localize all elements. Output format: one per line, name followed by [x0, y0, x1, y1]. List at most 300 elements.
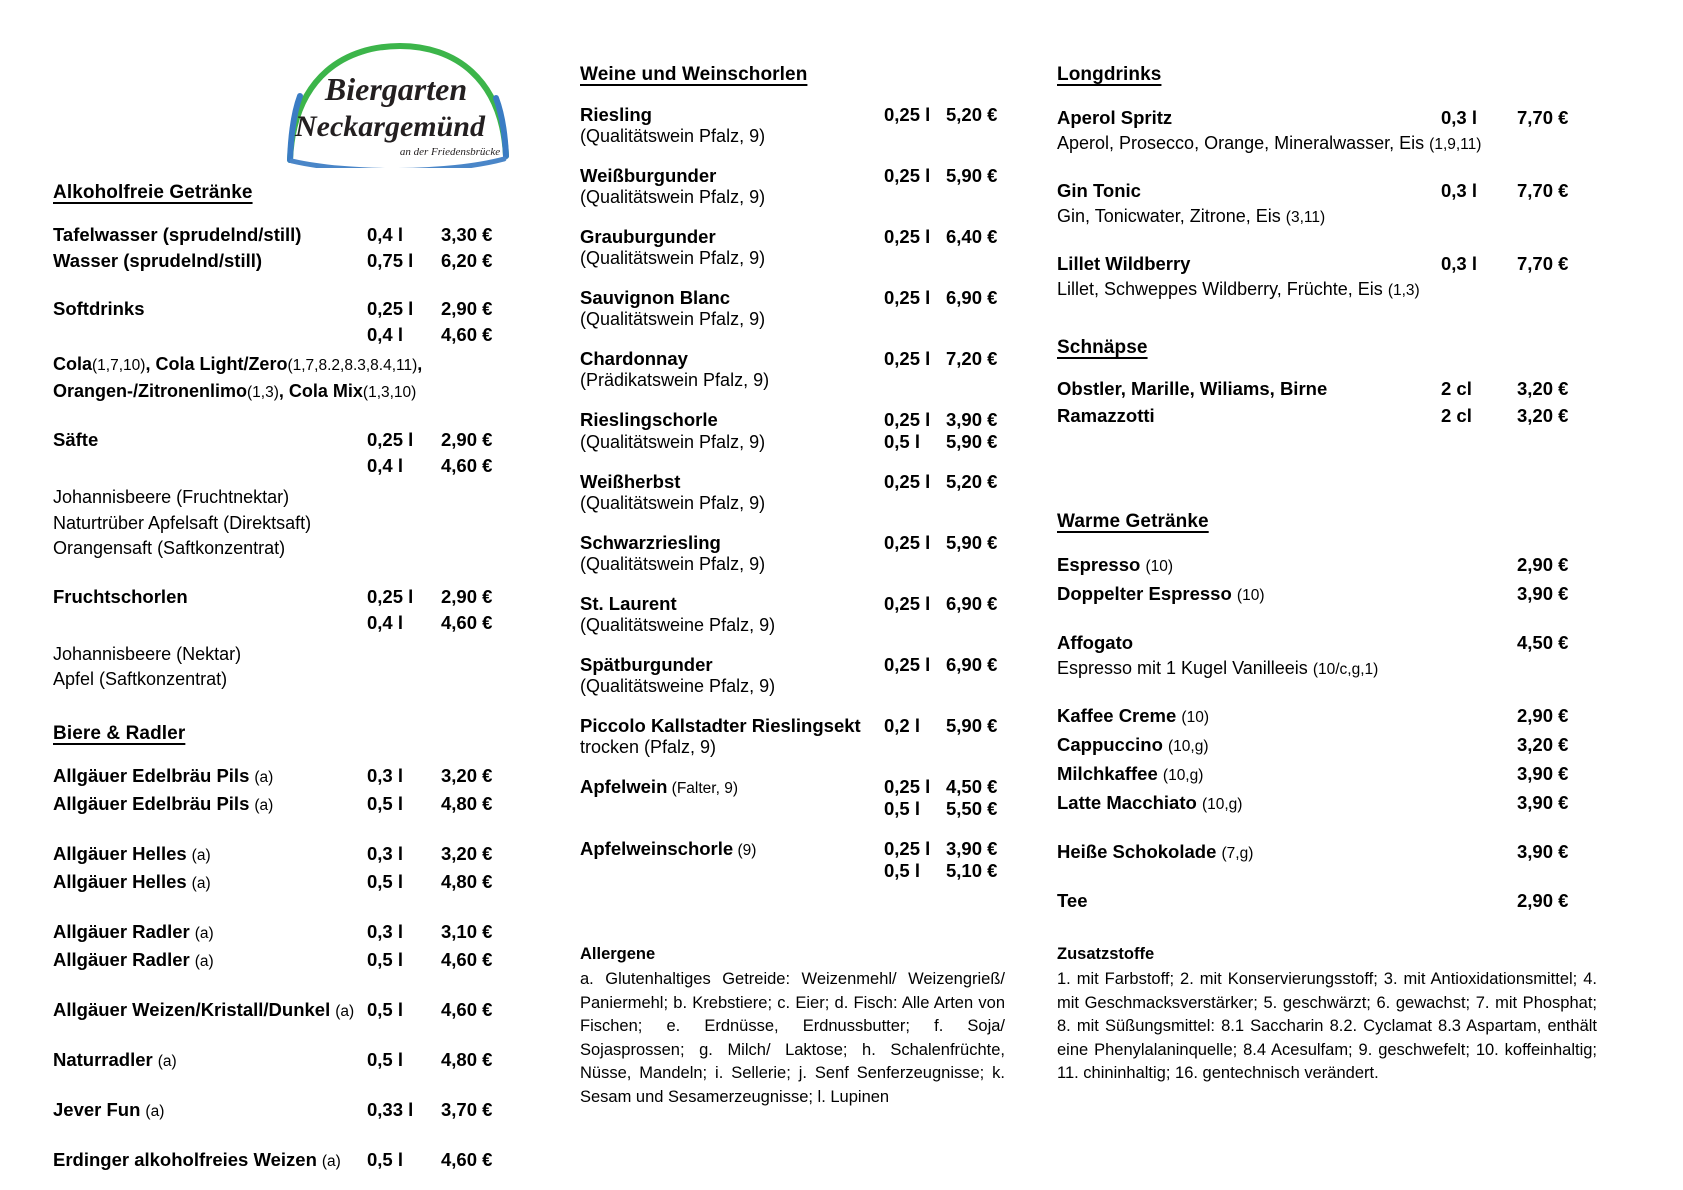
- apfelwein-entry: [580, 776, 1020, 820]
- menu-subrow: [580, 370, 1020, 391]
- ingredients-ref: (1,9,11): [1429, 136, 1482, 153]
- item-name: Naturradler: [53, 1048, 153, 1070]
- item-volume: 0,2 l: [884, 715, 920, 736]
- item-price: 3,20 €: [441, 842, 493, 864]
- item-price: 2,90 €: [1517, 554, 1569, 575]
- apfelweinschorle-entry: [580, 838, 1020, 882]
- item-origin: (Qualitätswein Pfalz, 9): [580, 493, 766, 513]
- item-name: Tafelwasser (sprudelnd/still): [53, 224, 302, 245]
- heading-alkoholfreie-getraenke: Alkoholfreie Getränke: [53, 182, 253, 203]
- menu-row: [53, 919, 523, 947]
- item-origin-ref: (Falter, 9): [667, 780, 739, 797]
- item-volume: 0,3 l: [367, 842, 403, 864]
- item-price: 4,80 €: [441, 1048, 493, 1070]
- line-end: ,: [417, 354, 423, 374]
- group-water: [53, 222, 523, 274]
- logo-line3: an der Friedensbrücke: [399, 146, 501, 158]
- item-volume: 0,25 l: [884, 226, 931, 247]
- group-hot-chocolate: [1057, 838, 1597, 867]
- wine-entry: [580, 104, 1020, 147]
- item-price: 5,20 €: [946, 471, 998, 492]
- item-price: 3,30 €: [441, 224, 493, 245]
- item-price: 4,50 €: [946, 776, 998, 797]
- item-name: Ramazzotti: [1057, 405, 1155, 426]
- item-allergen-ref: (a): [191, 874, 211, 892]
- item-volume: 0,5 l: [367, 948, 403, 970]
- item-price: 3,90 €: [1517, 792, 1569, 813]
- restaurant-logo: [278, 38, 518, 168]
- item-name: Jever Fun: [53, 1098, 141, 1120]
- item-origin: trocken (Pfalz, 9): [580, 737, 717, 757]
- item-name-text: Cappuccino: [1057, 734, 1163, 755]
- item-allergen-ref: (a): [194, 924, 214, 942]
- item-name: Lillet Wildberry: [1057, 253, 1191, 274]
- menu-row: [1057, 760, 1597, 789]
- menu-row: [53, 869, 523, 897]
- menu-row: [53, 248, 523, 274]
- menu-row: [580, 348, 1020, 370]
- item-name: Tee: [1057, 890, 1088, 911]
- item-volume: 0,5 l: [367, 792, 403, 814]
- item-volume: 0,25 l: [884, 287, 931, 308]
- menu-row: [1057, 104, 1597, 131]
- item-name: Chardonnay: [580, 348, 688, 369]
- item-name: Obstler, Marille, Wiliams, Birne: [1057, 378, 1328, 399]
- item-origin: (Qualitätsweine Pfalz, 9): [580, 676, 776, 696]
- menu-row: [53, 1147, 523, 1175]
- item-name-text: Heiße Schokolade: [1057, 841, 1217, 862]
- group-coffee: [1057, 702, 1597, 818]
- item-allergen-ref: (a): [254, 796, 274, 814]
- item-allergen-ref: (a): [321, 1152, 341, 1170]
- wine-entry: [580, 715, 1020, 758]
- variety-limo-ref: (1,3): [247, 383, 279, 401]
- item-price: 7,20 €: [946, 348, 998, 369]
- item-price: 4,60 €: [441, 1148, 493, 1170]
- menu-subrow: [580, 309, 1020, 330]
- item-volume: 0,25 l: [367, 429, 414, 450]
- group-fruchtschorlen: [53, 584, 523, 693]
- menu-subrow: [580, 860, 1020, 882]
- menu-row: [580, 838, 1020, 860]
- menu-subrow: [580, 737, 1020, 758]
- menu-subrow: [580, 554, 1020, 575]
- menu-row: [580, 165, 1020, 187]
- item-volume: 0,4 l: [367, 611, 403, 633]
- menu-row: [53, 997, 523, 1025]
- menu-row: [53, 841, 523, 869]
- item-volume: 2 cl: [1441, 405, 1472, 426]
- item-volume: 0,25 l: [884, 409, 931, 430]
- variety-cola-light-zero: Cola Light/Zero: [155, 354, 288, 374]
- item-name: [580, 776, 884, 798]
- item-price: 2,90 €: [441, 429, 493, 450]
- item-price: 7,70 €: [1517, 107, 1569, 128]
- menu-row: [1057, 580, 1597, 609]
- item-additive-ref: (10): [1145, 558, 1174, 575]
- menu-row: [580, 287, 1020, 309]
- item-name-text: Apfelweinschorle: [580, 838, 734, 859]
- item-price: 4,80 €: [441, 792, 493, 814]
- item-volume: 0,5 l: [367, 1048, 403, 1070]
- item-name: [1057, 789, 1517, 818]
- menu-row: [580, 715, 1020, 737]
- ingredients-ref: (1,3): [1387, 282, 1420, 299]
- item-ingredients: [1057, 131, 1597, 157]
- item-volume: 0,25 l: [884, 838, 931, 859]
- menu-row: [53, 584, 523, 610]
- heading-longdrinks: Longdrinks: [1057, 64, 1162, 85]
- item-name-text: Latte Macchiato: [1057, 792, 1197, 813]
- schorle-variety: Johannisbeere (Nektar): [53, 643, 242, 664]
- separator: ,: [145, 354, 156, 374]
- menu-row: [1057, 551, 1597, 580]
- wine-entry: [580, 165, 1020, 208]
- item-name: Erdinger alkoholfreies Weizen: [53, 1148, 317, 1170]
- item-price: 3,90 €: [946, 838, 998, 859]
- item-volume: 0,25 l: [884, 104, 931, 125]
- item-name: Sauvignon Blanc: [580, 287, 731, 308]
- allergene-body: a. Glutenhaltiges Getreide: Weizenmehl/ Weizengrieß/ Paniermehl; b. Krebstiere; c. Eier; d. Fisch: Alle Arten von Fischen; e. Erdnüsse, Erdnussbutter; f. Soja/ Sojasprossen; g. Milch/ Laktose; h. Schalenfrüchte, Nüsse, Mandeln; i. Sellerie; j. Senf Senferzeugnisse; k. Sesam und Sesamerzeugnisse; l. Lupinen: [580, 970, 1005, 1106]
- item-additive-ref: (10,g): [1162, 767, 1204, 784]
- item-name: Piccolo Kallstadter Rieslingsekt: [580, 715, 861, 736]
- softdrinks-varieties-line2: [53, 379, 523, 406]
- item-price: 4,60 €: [441, 611, 493, 633]
- menu-row: [53, 453, 523, 479]
- item-name-text: Kaffee Creme: [1057, 705, 1177, 726]
- item-name: Allgäuer Weizen/Kristall/Dunkel: [53, 998, 331, 1020]
- item-volume: 0,25 l: [884, 532, 931, 553]
- column-longdrinks-warm: [1057, 64, 1597, 934]
- item-origin: (Qualitätswein Pfalz, 9): [580, 554, 766, 574]
- affogato-entry: [1057, 629, 1597, 682]
- item-ingredients: [1057, 656, 1597, 682]
- item-allergen-ref: (a): [191, 846, 211, 864]
- item-volume: 0,3 l: [367, 764, 403, 786]
- item-allergen-ref: (a): [194, 952, 214, 970]
- item-name: Allgäuer Radler: [53, 920, 190, 942]
- item-name: Fruchtschorlen: [53, 585, 188, 607]
- separator: ,: [278, 380, 289, 401]
- item-name-text: Espresso: [1057, 554, 1141, 575]
- zusatzstoffe-body: 1. mit Farbstoff; 2. mit Konservierungsstoff; 3. mit Antioxidationsmittel; 4. mit Geschmacksverstärker; 5. geschwärzt; 6. gewachst; 7. mit Phosphat; 8. mit Süßungsmittel: 8.1 Saccharin 8.2. Cyclamat 8.3 Aspartam, enthält eine Phenylalaninquelle; 8.4 Acesulfam; 9. geschwefelt; 10. koffeinhaltig; 11. chininhaltig; 16. gentechnisch verändert.: [1057, 970, 1597, 1082]
- menu-row: [580, 226, 1020, 248]
- item-origin: (Qualitätswein Pfalz, 9): [580, 126, 766, 146]
- item-price: 5,90 €: [946, 715, 998, 736]
- item-name: [1057, 551, 1517, 580]
- menu-row: [53, 610, 523, 636]
- menu-row: [53, 947, 523, 975]
- item-allergen-ref: (a): [335, 1002, 355, 1020]
- item-price: 6,90 €: [946, 287, 998, 308]
- item-name: [580, 838, 884, 860]
- softdrinks-varieties-line1: [53, 352, 523, 379]
- menu-row: [53, 1097, 523, 1125]
- item-name: Allgäuer Helles: [53, 842, 187, 864]
- schorle-variety: Apfel (Saftkonzentrat): [53, 669, 228, 689]
- item-price: 4,60 €: [441, 998, 493, 1020]
- heading-biere-radler: Biere & Radler: [53, 722, 186, 744]
- item-volume: 0,25 l: [884, 593, 931, 614]
- item-volume: 0,4 l: [367, 455, 403, 476]
- menu-row: [53, 763, 523, 791]
- item-allergen-ref: (a): [254, 768, 274, 786]
- menu-row: [1057, 731, 1597, 760]
- heading-weine-und-weinschorlen: Weine und Weinschorlen: [580, 64, 808, 85]
- item-name: [1057, 731, 1517, 760]
- item-volume: 0,25 l: [884, 471, 931, 492]
- item-name-text: Apfelwein: [580, 776, 668, 797]
- item-price: 3,20 €: [441, 764, 493, 786]
- ingredients-ref: (10/c,g,1): [1312, 661, 1379, 678]
- ingredients-text: Aperol, Prosecco, Orange, Mineralwasser, Eis: [1057, 133, 1425, 153]
- menu-row: [580, 532, 1020, 554]
- logo-graphic: [278, 38, 518, 168]
- wine-entry: [580, 532, 1020, 575]
- item-price: 6,40 €: [946, 226, 998, 247]
- item-volume: 0,25 l: [884, 654, 931, 675]
- item-volume: 0,25 l: [367, 585, 414, 607]
- menu-subrow: [580, 248, 1020, 269]
- item-price: 3,10 €: [441, 920, 493, 942]
- variety-cola-mix-ref: (1,3,10): [362, 383, 417, 401]
- item-price: 3,90 €: [946, 409, 998, 430]
- item-price: 4,50 €: [1517, 632, 1569, 653]
- menu-row: [580, 776, 1020, 798]
- item-additive-ref: (10): [1181, 709, 1209, 726]
- menu-subrow: [580, 493, 1020, 514]
- item-price: 5,90 €: [946, 165, 998, 186]
- wine-entry: [580, 593, 1020, 636]
- item-origin: (Qualitätswein Pfalz, 9): [580, 309, 766, 329]
- item-origin: (Qualitätswein Pfalz, 9): [580, 248, 766, 268]
- group-tea: [1057, 887, 1597, 914]
- menu-subrow: [580, 126, 1020, 147]
- menu-row: [1057, 375, 1597, 402]
- item-name: [1057, 760, 1517, 789]
- ingredients-text: Lillet, Schweppes Wildberry, Früchte, Eis: [1057, 279, 1383, 299]
- item-price: 3,20 €: [1517, 405, 1569, 426]
- item-price-2: 5,50 €: [946, 798, 998, 819]
- menu-row: [53, 791, 523, 819]
- column-wines: [580, 64, 1020, 900]
- item-volume-2: 0,5 l: [884, 860, 920, 881]
- item-volume: 0,4 l: [367, 324, 403, 345]
- item-additive-ref: (10,g): [1201, 796, 1243, 813]
- item-origin: (Qualitätswein Pfalz, 9): [580, 187, 766, 207]
- item-additive-ref: (7,g): [1221, 845, 1254, 862]
- item-volume: 0,3 l: [367, 920, 403, 942]
- wine-entry: [580, 654, 1020, 697]
- item-volume-2: 0,5 l: [884, 431, 920, 452]
- menu-row: [580, 104, 1020, 126]
- menu-row: [580, 471, 1020, 493]
- item-name: Säfte: [53, 429, 99, 450]
- item-name: Rieslingschorle: [580, 409, 718, 430]
- item-volume-2: 0,5 l: [884, 798, 920, 819]
- item-additive-ref: (10,g): [1168, 738, 1209, 755]
- item-volume: 0,5 l: [367, 998, 403, 1020]
- item-price: 4,60 €: [441, 324, 493, 345]
- item-name: Allgäuer Helles: [53, 870, 187, 892]
- item-volume: 0,33 l: [367, 1098, 414, 1120]
- heading-schnaepse: Schnäpse: [1057, 337, 1148, 358]
- item-price-2: 5,10 €: [946, 860, 998, 881]
- menu-subrow: [580, 798, 1020, 820]
- column-nonalcoholic-and-beer: [53, 182, 523, 1175]
- menu-row: [53, 427, 523, 453]
- wine-entry: [580, 348, 1020, 391]
- item-name: Softdrinks: [53, 298, 145, 319]
- menu-row: [53, 1047, 523, 1075]
- item-price: 3,90 €: [1517, 841, 1569, 862]
- item-price: 3,90 €: [1517, 763, 1569, 784]
- group-saefte: [53, 427, 523, 562]
- menu-row: [1057, 702, 1597, 731]
- item-price: 6,20 €: [441, 250, 493, 271]
- menu-row: [1057, 250, 1597, 277]
- item-additive-ref: (10): [1236, 587, 1265, 604]
- menu-row: [580, 409, 1020, 431]
- item-allergen-ref: (a): [145, 1102, 165, 1120]
- item-name-text: Milchkaffee: [1057, 763, 1158, 784]
- variety-cola-mix: Cola Mix: [288, 380, 363, 401]
- menu-row: [53, 222, 523, 248]
- item-price: 3,70 €: [441, 1098, 493, 1120]
- item-price: 3,90 €: [1517, 583, 1569, 604]
- variety-cola-ref: (1,7,10): [92, 357, 146, 374]
- item-ingredients: [1057, 204, 1597, 230]
- item-origin: (Qualitätswein Pfalz, 9): [580, 432, 766, 452]
- item-name: Allgäuer Edelbräu Pils: [53, 764, 250, 786]
- zusatzstoffe-block: [1057, 943, 1597, 1086]
- zusatzstoffe-title: Zusatzstoffe: [1057, 945, 1155, 963]
- item-name: Affogato: [1057, 632, 1134, 653]
- item-name: Allgäuer Radler: [53, 948, 190, 970]
- item-allergen-ref: (a): [157, 1052, 177, 1070]
- item-price: 7,70 €: [1517, 253, 1569, 274]
- item-price: 6,90 €: [946, 654, 998, 675]
- menu-subrow: [580, 187, 1020, 208]
- item-ingredients: [1057, 277, 1597, 303]
- item-price: 2,90 €: [441, 298, 493, 319]
- variety-limo: Orangen-/Zitronenlimo: [53, 380, 248, 401]
- menu-row: [53, 296, 523, 322]
- item-volume: 0,3 l: [1441, 107, 1477, 128]
- item-name: Weißherbst: [580, 471, 681, 492]
- item-volume: 0,3 l: [1441, 253, 1477, 274]
- menu-row: [53, 322, 523, 348]
- item-name-text: Doppelter Espresso: [1057, 583, 1232, 604]
- allergene-block: [580, 943, 1005, 1109]
- item-price: 7,70 €: [1517, 180, 1569, 201]
- item-volume: 0,5 l: [367, 870, 403, 892]
- item-name: Wasser (sprudelnd/still): [53, 250, 263, 271]
- ingredients-text: Espresso mit 1 Kugel Vanilleeis: [1057, 658, 1308, 678]
- item-price: 4,60 €: [441, 455, 493, 476]
- item-price: 2,90 €: [441, 585, 493, 607]
- menu-row: [1057, 789, 1597, 818]
- group-beers: [53, 763, 523, 1175]
- item-price: 4,60 €: [441, 948, 493, 970]
- item-volume: 2 cl: [1441, 378, 1472, 399]
- menu-subrow: [580, 431, 1020, 453]
- item-origin: (Prädikatswein Pfalz, 9): [580, 370, 770, 390]
- juice-variety: Orangensaft (Saftkonzentrat): [53, 538, 286, 558]
- menu-row: [580, 593, 1020, 615]
- item-name: Weißburgunder: [580, 165, 717, 186]
- item-price: 3,20 €: [1517, 734, 1569, 755]
- item-name: Spätburgunder: [580, 654, 713, 675]
- allergene-title: Allergene: [580, 945, 656, 963]
- ingredients-text: Gin, Tonicwater, Zitrone, Eis: [1057, 206, 1281, 226]
- group-schnaps: [1057, 375, 1597, 429]
- wine-entry: [580, 409, 1020, 453]
- item-name: St. Laurent: [580, 593, 677, 614]
- item-origin-ref: (9): [733, 842, 757, 859]
- menu-row: [1057, 838, 1597, 867]
- item-name: Aperol Spritz: [1057, 107, 1173, 128]
- logo-line2: Neckargemünd: [295, 110, 485, 143]
- item-price: 5,20 €: [946, 104, 998, 125]
- menu-subrow: [580, 615, 1020, 636]
- menu-subrow: [580, 676, 1020, 697]
- menu-row: [1057, 629, 1597, 656]
- item-name: [1057, 838, 1517, 867]
- item-name: Riesling: [580, 104, 652, 125]
- group-espresso: [1057, 551, 1597, 609]
- item-price: 6,90 €: [946, 593, 998, 614]
- item-price: 2,90 €: [1517, 705, 1569, 726]
- item-volume: 0,25 l: [367, 298, 414, 319]
- item-name: Grauburgunder: [580, 226, 716, 247]
- variety-cola-light-zero-ref: (1,7,8.2,8.3,8.4,11): [287, 357, 418, 374]
- juice-variety: Johannisbeere (Fruchtnektar): [53, 487, 290, 507]
- item-volume: 0,25 l: [884, 165, 931, 186]
- item-volume: 0,3 l: [1441, 180, 1477, 201]
- logo-line1: Biergarten: [324, 71, 468, 107]
- item-name: Gin Tonic: [1057, 180, 1141, 201]
- wine-entry: [580, 226, 1020, 269]
- menu-row: [580, 654, 1020, 676]
- wine-entry: [580, 287, 1020, 330]
- juice-variety: Naturtrüber Apfelsaft (Direktsaft): [53, 512, 312, 533]
- item-volume: 0,25 l: [884, 348, 931, 369]
- item-origin: (Qualitätsweine Pfalz, 9): [580, 615, 776, 635]
- item-price: 2,90 €: [1517, 890, 1569, 911]
- item-price: 4,80 €: [441, 870, 493, 892]
- item-volume: 0,5 l: [367, 1148, 403, 1170]
- item-volume: 0,75 l: [367, 250, 414, 271]
- heading-warme-getraenke: Warme Getränke: [1057, 511, 1209, 532]
- ingredients-ref: (3,11): [1285, 209, 1326, 226]
- item-name: Allgäuer Edelbräu Pils: [53, 792, 250, 814]
- wine-entry: [580, 471, 1020, 514]
- longdrink-entry: [1057, 250, 1597, 303]
- item-name: [1057, 580, 1517, 609]
- item-name: Schwarzriesling: [580, 532, 721, 553]
- longdrink-entry: [1057, 104, 1597, 157]
- group-softdrinks: [53, 296, 523, 405]
- menu-row: [1057, 402, 1597, 429]
- menu-row: [1057, 887, 1597, 914]
- menu-row: [1057, 177, 1597, 204]
- item-volume: 0,4 l: [367, 224, 403, 245]
- variety-cola: Cola: [53, 354, 93, 374]
- longdrink-entry: [1057, 177, 1597, 230]
- item-price: 3,20 €: [1517, 378, 1569, 399]
- item-price: 5,90 €: [946, 532, 998, 553]
